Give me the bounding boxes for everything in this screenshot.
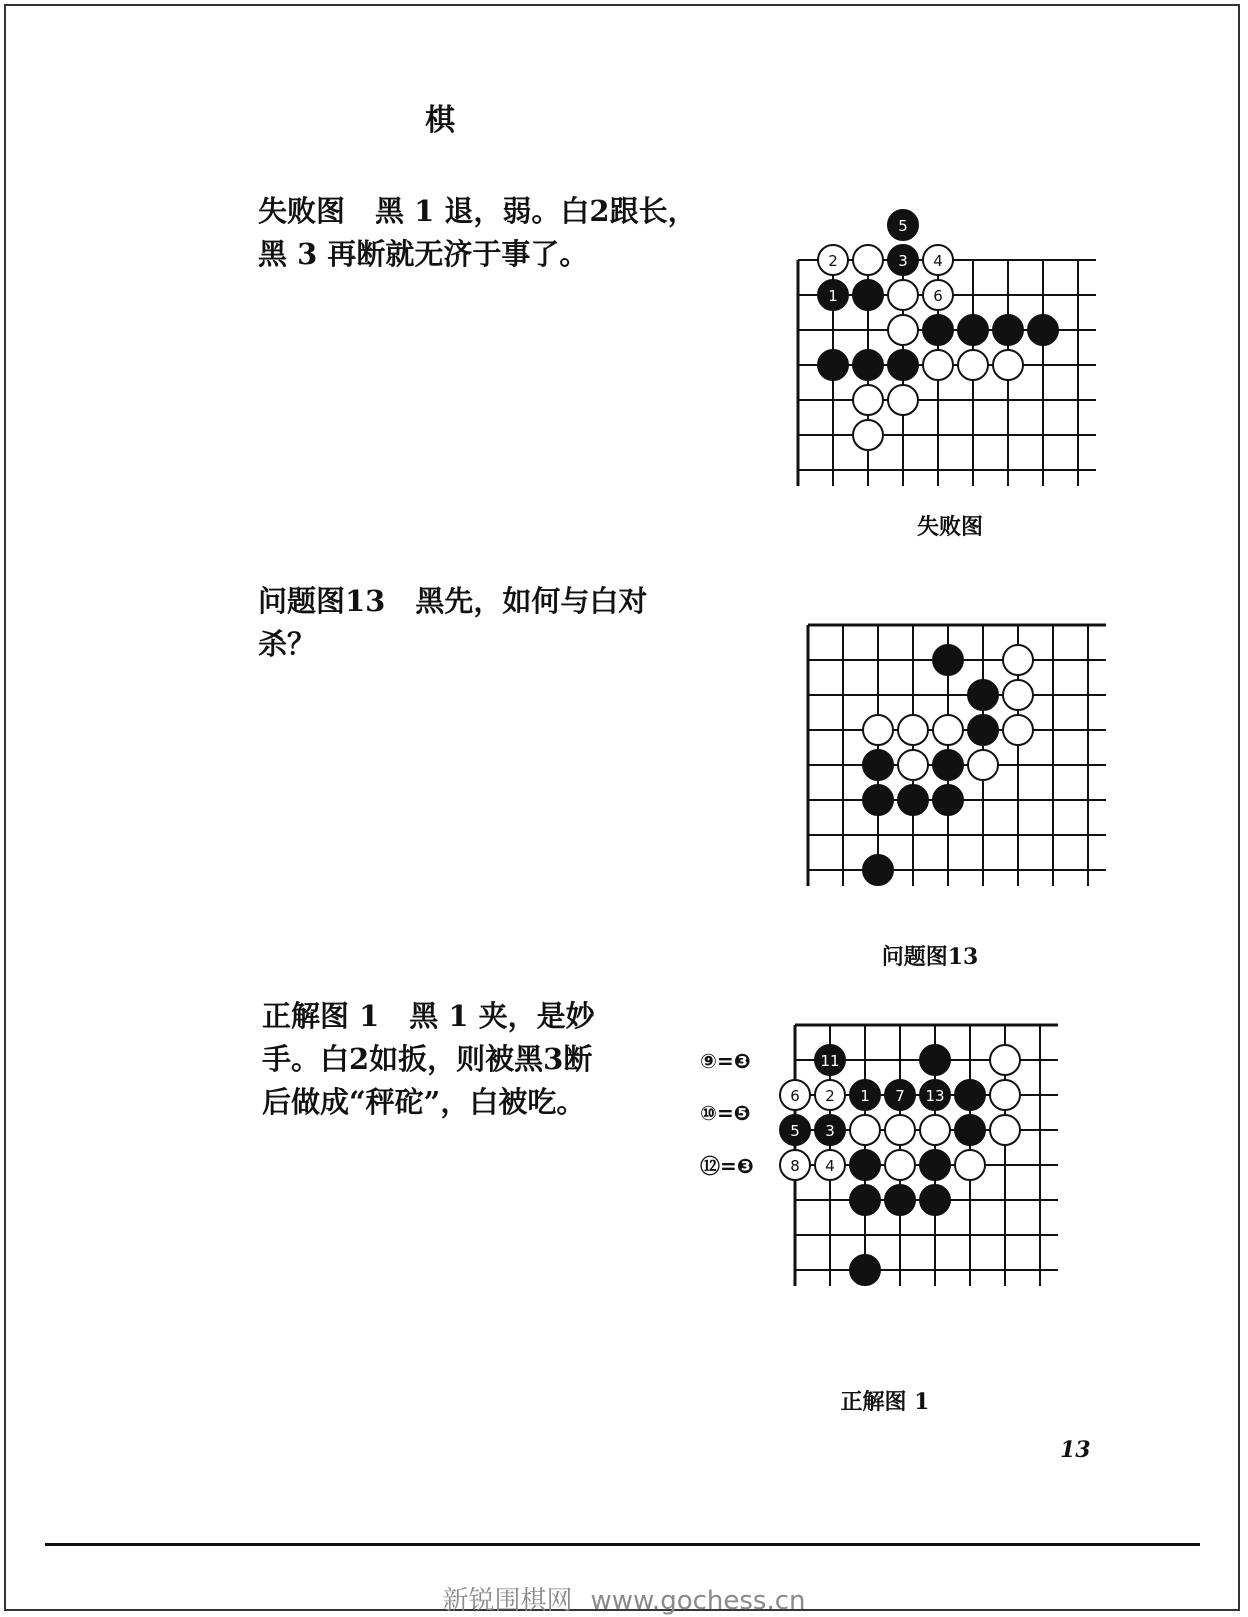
white-stone [958,350,988,380]
white-stone [885,1150,915,1180]
white-stone [1003,680,1033,710]
white-stone [815,1080,845,1110]
equivalence-3: ⑫=❸ [700,1154,754,1178]
black-stone [955,1115,985,1145]
black-stone [853,280,883,310]
solution-line-2: 手。白2如扳，则被黑3断 [262,1042,593,1076]
stone-circle [955,1080,985,1110]
stone-circle [993,350,1023,380]
white-stone [818,245,848,275]
stone-circle [853,245,883,275]
move-number: 3 [898,252,908,270]
problem-caption: 问题图13 [881,944,979,970]
white-stone [990,1045,1020,1075]
white-stone [968,750,998,780]
black-stone [850,1150,880,1180]
black-stone [920,1185,950,1215]
black-stone [850,1255,880,1285]
black-stone [815,1045,845,1075]
move-number: 6 [790,1087,800,1105]
black-stone [818,280,848,310]
white-stone [898,750,928,780]
stone-circle [885,1115,915,1145]
solution-line-3: 后做成“秤砣”，白被吃。 [262,1085,586,1119]
move-number: 5 [898,217,908,235]
move-number: 1 [860,1087,870,1105]
white-stone [993,350,1023,380]
stone-circle [850,1185,880,1215]
stone-circle [920,1150,950,1180]
move-number: 6 [933,287,943,305]
stone-circle [885,1150,915,1180]
stone-circle [933,785,963,815]
failure-line-2: 黑 3 再断就无济于事了。 [258,237,589,271]
problem-board [800,625,1110,905]
stone-circle [933,750,963,780]
stone-circle [990,1045,1020,1075]
stone-circle [898,750,928,780]
bottom-rule [45,1543,1200,1546]
white-stone [850,1115,880,1145]
solution-line-1: 黑 1 夹，是妙 [409,999,595,1033]
stone-circle [888,280,918,310]
footer-site-name: 新锐围棋网 [442,1586,573,1616]
white-stone [853,385,883,415]
solution-board [785,1025,1095,1315]
solution-label: 正解图 1 [262,999,380,1033]
stone-circle [993,315,1023,345]
white-stone [1003,715,1033,745]
stone-circle [853,385,883,415]
failure-label: 失败图 [258,194,346,228]
stone-circle [888,385,918,415]
failure-caption: 失败图 [916,514,983,540]
stone-circle [850,1115,880,1145]
footer-url: www.gochess.cn [590,1586,806,1616]
move-number: 7 [895,1087,905,1105]
stone-circle [968,715,998,745]
stone-circle [863,855,893,885]
black-stone [923,315,953,345]
stone-circle [920,1185,950,1215]
black-stone [888,210,918,240]
stone-circle [853,420,883,450]
stone-circle [898,715,928,745]
black-stone [1028,315,1058,345]
stone-circle [958,315,988,345]
failure-line-1: 黑 1 退，弱。白2跟长， [375,194,697,228]
black-stone [863,785,893,815]
stone-circle [933,645,963,675]
failure-text [258,190,728,276]
move-number: 5 [790,1122,800,1140]
black-stone [885,1080,915,1110]
white-stone [920,1115,950,1145]
failure-board [790,217,1110,515]
black-stone [863,750,893,780]
white-stone [853,420,883,450]
white-stone [898,715,928,745]
stone-circle [818,350,848,380]
white-stone [888,385,918,415]
stone-circle [885,1185,915,1215]
white-stone [990,1115,1020,1145]
black-stone [955,1080,985,1110]
stone-circle [920,1115,950,1145]
stone-circle [888,315,918,345]
solution-caption: 正解图 1 [840,1389,930,1415]
stone-circle [990,1080,1020,1110]
problem-text [258,580,728,666]
black-stone [888,350,918,380]
black-stone [863,855,893,885]
stone-circle [863,750,893,780]
stone-circle [1003,715,1033,745]
equivalence-1: ⑨=❸ [700,1049,751,1073]
black-stone [898,785,928,815]
problem-label: 问题图13 [258,584,386,618]
page-number: 13 [1060,1437,1091,1463]
stone-circle [955,1150,985,1180]
stone-circle [1003,645,1033,675]
white-stone [923,350,953,380]
move-number: 1 [828,287,838,305]
black-stone [920,1150,950,1180]
black-stone [885,1185,915,1215]
stone-circle [853,350,883,380]
stone-circle [968,680,998,710]
white-stone [923,245,953,275]
header-mark: 棋 [425,103,455,138]
move-number: 3 [825,1122,835,1140]
white-stone [863,715,893,745]
move-number: 11 [820,1052,840,1070]
stone-circle [958,350,988,380]
black-stone [853,350,883,380]
black-stone [933,645,963,675]
stone-circle [863,715,893,745]
move-number: 2 [828,252,838,270]
white-stone [888,315,918,345]
stone-circle [853,280,883,310]
black-stone [958,315,988,345]
stone-circle [898,785,928,815]
white-stone [923,280,953,310]
white-stone [888,280,918,310]
stone-circle [923,350,953,380]
stone-circle [863,785,893,815]
white-stone [933,715,963,745]
black-stone [933,785,963,815]
white-stone [955,1150,985,1180]
black-stone [933,750,963,780]
solution-text [262,995,682,1124]
stone-circle [1028,315,1058,345]
move-number: 2 [825,1087,835,1105]
black-stone [815,1115,845,1145]
stone-circle [888,350,918,380]
stone-circle [850,1150,880,1180]
stone-circle [968,750,998,780]
stone-circle [920,1045,950,1075]
black-stone [968,680,998,710]
stone-circle [990,1115,1020,1145]
black-stone [818,350,848,380]
black-stone [850,1080,880,1110]
black-stone [850,1185,880,1215]
stone-circle [923,315,953,345]
black-stone [993,315,1023,345]
move-number: 8 [790,1157,800,1175]
black-stone [888,245,918,275]
white-stone [1003,645,1033,675]
problem-line-2: 杀？ [258,627,317,661]
equivalence-2: ⑩=❺ [700,1101,751,1125]
move-number: 4 [825,1157,835,1175]
black-stone [920,1080,950,1110]
white-stone [780,1080,810,1110]
black-stone [920,1045,950,1075]
stone-circle [850,1255,880,1285]
move-number: 4 [933,252,943,270]
stone-circle [955,1115,985,1145]
white-stone [990,1080,1020,1110]
move-number: 13 [925,1087,945,1105]
white-stone [815,1150,845,1180]
white-stone [853,245,883,275]
stone-circle [933,715,963,745]
stone-circle [1003,680,1033,710]
white-stone [885,1115,915,1145]
black-stone [968,715,998,745]
problem-line-1: 黑先，如何与白对 [415,584,648,618]
white-stone [780,1150,810,1180]
footer [0,1580,1248,1617]
black-stone [780,1115,810,1145]
